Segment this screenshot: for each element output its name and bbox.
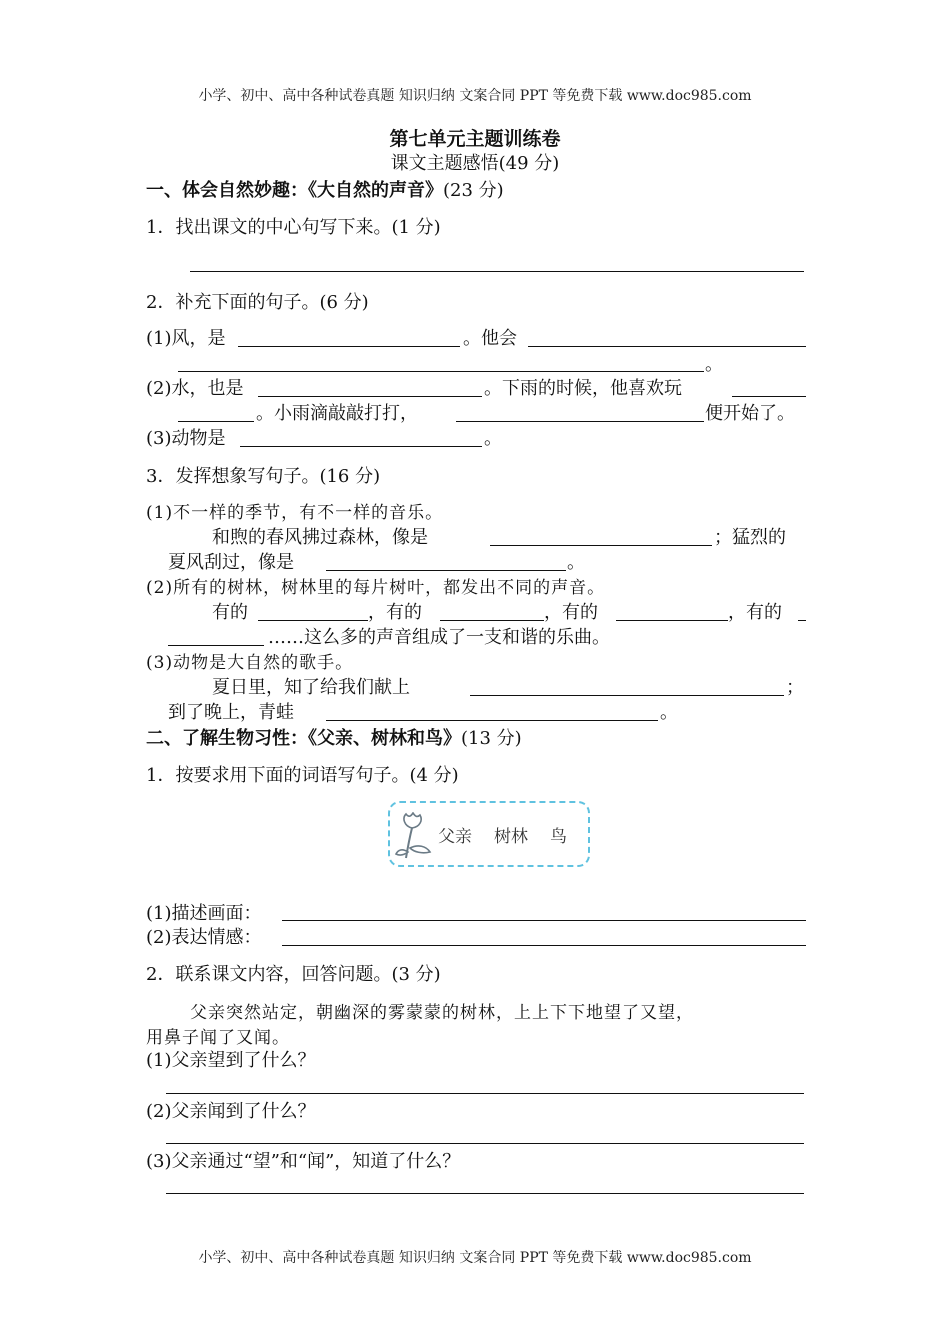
fill-text: 。小雨滴敲敲打打， xyxy=(256,403,418,424)
fill-text: 。 xyxy=(484,428,502,449)
blank-line[interactable] xyxy=(326,720,658,721)
word-item: 父亲 xyxy=(438,827,472,847)
fill-text: 。 xyxy=(705,354,723,375)
flower-icon xyxy=(392,812,438,864)
fill-text: ，有的 xyxy=(728,602,782,623)
prompt-text: (1)不一样的季节，有不一样的音乐。 xyxy=(146,503,444,523)
section-1-label: 一、体会自然妙趣：《大自然的声音》 xyxy=(146,180,443,201)
fill-text: (2)水，也是 xyxy=(146,378,244,399)
fill-text: ……这么多的声音组成了一支和谐的乐曲。 xyxy=(268,627,610,648)
blank-line[interactable] xyxy=(238,346,460,347)
blank-line[interactable] xyxy=(528,346,806,347)
s2-question-1: 1．按要求用下面的词语写句子。(4 分) xyxy=(146,765,459,786)
s1-question-1: 1．找出课文的中心句写下来。(1 分) xyxy=(146,217,441,238)
answer-line[interactable] xyxy=(166,1143,804,1144)
prompt-text: (2)所有的树林，树林里的每片树叶，都发出不同的声音。 xyxy=(146,578,606,598)
fill-text: ； xyxy=(786,677,804,698)
section-2-label: 二、了解生物习性：《父亲、树林和鸟》 xyxy=(146,728,461,749)
blank-line[interactable] xyxy=(240,446,482,447)
fill-text: (1)风，是 xyxy=(146,328,226,349)
word-item: 树林 xyxy=(494,827,528,847)
sub-question: (2)表达情感： xyxy=(146,927,262,948)
fill-text: (3)动物是 xyxy=(146,428,226,449)
answer-line[interactable] xyxy=(282,945,806,946)
fill-text: 夏日里，知了给我们献上 xyxy=(212,677,410,698)
answer-line[interactable] xyxy=(282,920,806,921)
blank-line[interactable] xyxy=(178,371,704,372)
fill-text: 。 xyxy=(660,702,678,723)
blank-line[interactable] xyxy=(326,570,566,571)
prompt-text: (3)动物是大自然的歌手。 xyxy=(146,653,354,673)
page-title: 第七单元主题训练卷 xyxy=(389,128,561,150)
passage-text: 用鼻子闻了又闻。 xyxy=(146,1028,290,1048)
section-2-points: (13 分) xyxy=(461,728,522,749)
blank-line[interactable] xyxy=(470,695,784,696)
s1-question-3: 3．发挥想象写句子。(16 分) xyxy=(146,466,381,487)
answer-line[interactable] xyxy=(166,1193,804,1194)
fill-text: ；猛烈的 xyxy=(714,527,786,548)
fill-text: 便开始了。 xyxy=(705,403,795,424)
sub-question: (1)父亲望到了什么？ xyxy=(146,1050,316,1071)
blank-line[interactable] xyxy=(616,620,728,621)
blank-line[interactable] xyxy=(178,421,254,422)
blank-line[interactable] xyxy=(490,545,712,546)
fill-text: 有的 xyxy=(212,602,248,623)
page-header: 小学、初中、高中各种试卷真题 知识归纳 文案合同 PPT 等免费下载 www.doc985.com xyxy=(198,88,752,104)
s2-question-2: 2．联系课文内容，回答问题。(3 分) xyxy=(146,964,441,985)
answer-line[interactable] xyxy=(166,1093,804,1094)
sub-question: (3)父亲通过“望”和“闻”，知道了什么？ xyxy=(146,1151,461,1172)
s1-question-2: 2．补充下面的句子。(6 分) xyxy=(146,292,369,313)
blank-line[interactable] xyxy=(732,396,806,397)
blank-line[interactable] xyxy=(456,421,704,422)
blank-line[interactable] xyxy=(168,645,264,646)
blank-line[interactable] xyxy=(258,396,482,397)
word-item: 鸟 xyxy=(550,827,567,847)
fill-text: ，有的 xyxy=(368,602,422,623)
fill-text: 和煦的春风拂过森林，像是 xyxy=(212,527,428,548)
fill-text: 夏风刮过，像是 xyxy=(168,552,294,573)
page-subtitle: 课文主题感悟(49 分) xyxy=(390,153,560,174)
sub-question: (2)父亲闻到了什么？ xyxy=(146,1101,316,1122)
section-1-points: (23 分) xyxy=(443,180,504,201)
fill-text: 。下雨的时候，他喜欢玩 xyxy=(484,378,682,399)
blank-line[interactable] xyxy=(798,620,806,621)
blank-line[interactable] xyxy=(440,620,544,621)
section-2-heading xyxy=(146,724,522,750)
sub-question: (1)描述画面： xyxy=(146,903,262,924)
fill-text: ，有的 xyxy=(544,602,598,623)
passage-text: 父亲突然站定，朝幽深的雾蒙蒙的树林，上上下下地望了又望， xyxy=(190,1003,694,1023)
blank-line[interactable] xyxy=(258,620,368,621)
answer-line[interactable] xyxy=(190,271,804,272)
word-list xyxy=(438,822,589,847)
section-1-heading xyxy=(146,176,504,202)
fill-text: 。 xyxy=(567,552,585,573)
page-footer: 小学、初中、高中各种试卷真题 知识归纳 文案合同 PPT 等免费下载 www.doc985.com xyxy=(198,1250,752,1266)
fill-text: 到了晚上，青蛙 xyxy=(168,702,294,723)
fill-text: 。他会 xyxy=(463,328,517,349)
